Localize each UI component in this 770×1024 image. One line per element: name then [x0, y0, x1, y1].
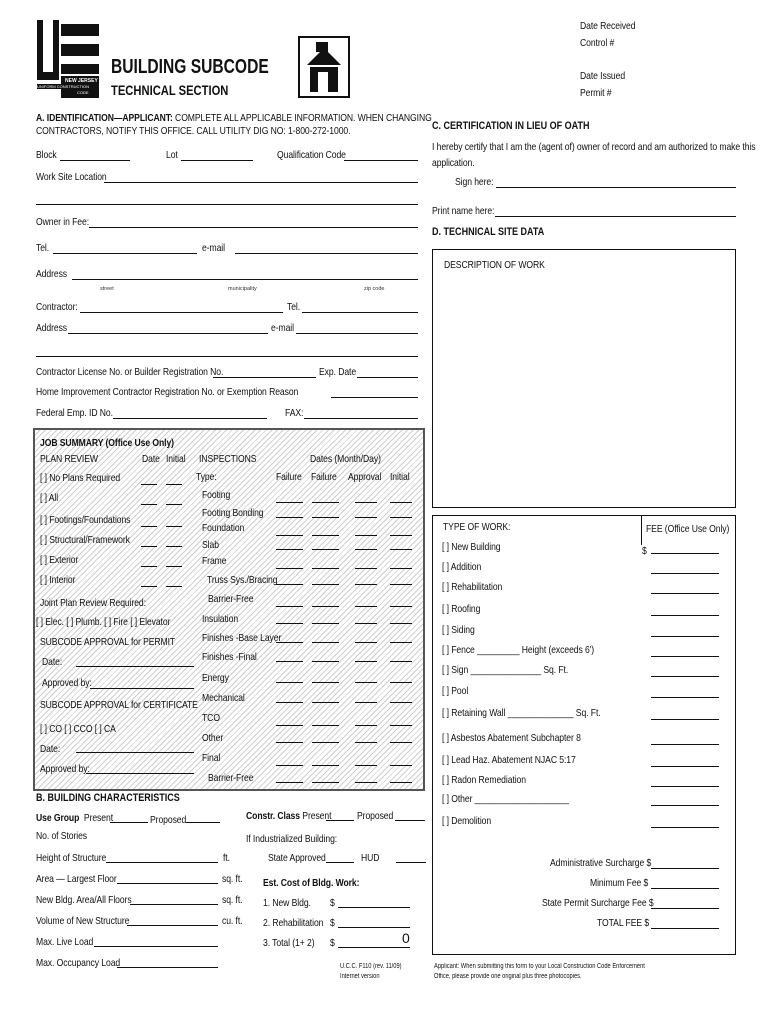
use-group-present-field[interactable] [110, 822, 148, 823]
inspection-date-field[interactable] [276, 702, 303, 703]
work-site-label: Work Site Location [36, 171, 107, 183]
contractor-label: Contractor: [36, 301, 78, 313]
inspection-date-field[interactable] [355, 549, 377, 550]
state-approved-label: State Approved [268, 852, 326, 864]
constr-class-present-label: Present [302, 810, 332, 822]
type-of-work-item[interactable]: [ ] Lead Haz. Abatement NJAC 5:17 [442, 754, 576, 766]
type-of-work-item[interactable]: [ ] New Building [442, 541, 501, 553]
plan-review-date-field[interactable] [141, 504, 157, 505]
inspection-type-item: Finishes -Base Layer [202, 632, 282, 644]
inspection-date-field[interactable] [390, 584, 412, 585]
fee-field[interactable] [651, 593, 719, 594]
use-group-label: Use Group [36, 812, 80, 824]
inspection-date-field[interactable] [390, 782, 412, 783]
municipality-hint: municipality [228, 286, 257, 292]
plan-review-date-field[interactable] [141, 484, 157, 485]
contractor-email-field[interactable] [296, 333, 418, 334]
type-of-work-item[interactable]: [ ] Addition [442, 561, 482, 573]
state-surcharge-label: State Permit Surcharge Fee $ [542, 897, 654, 909]
inspection-date-field[interactable] [390, 642, 412, 643]
tel-label: Tel. [36, 242, 50, 254]
plan-date-heading: Date [142, 453, 160, 465]
email-field[interactable] [235, 253, 418, 254]
print-name-label: Print name here: [432, 205, 495, 217]
type-of-work-item[interactable]: [ ] Roofing [442, 603, 481, 615]
inspection-date-field[interactable] [390, 682, 412, 683]
inspection-date-field[interactable] [355, 502, 377, 503]
inspection-type-item: Insulation [202, 613, 239, 625]
section-b-title: B. BUILDING CHARACTERISTICS [36, 792, 180, 804]
inspection-date-field[interactable] [390, 702, 412, 703]
plan-review-item[interactable]: [ ] Structural/Framework [40, 534, 130, 546]
inspection-type-item: TCO [202, 712, 220, 724]
fee-field[interactable] [651, 636, 719, 637]
section-a-intro-line2: CONTRACTORS, NOTIFY THIS OFFICE. CALL UTILITY DIG NO: 1-800-272-1000. [36, 125, 351, 137]
est-total-value: 0 [402, 930, 410, 946]
constr-class-label: Constr. Class [246, 810, 300, 822]
volume-unit: cu. ft. [222, 915, 243, 927]
hud-label: HUD [361, 852, 380, 864]
inspection-date-field[interactable] [312, 568, 339, 569]
joint-review-label: Joint Plan Review Required: [40, 597, 146, 609]
type-of-work-item[interactable]: [ ] Fence _________ Height (exceeds 6') [442, 644, 595, 656]
inspection-date-field[interactable] [390, 517, 412, 518]
inspection-date-field[interactable] [312, 623, 339, 624]
plan-review-date-field[interactable] [141, 546, 157, 547]
est-total-field[interactable] [338, 947, 410, 948]
inspection-date-field[interactable] [276, 606, 303, 607]
subcode-approval-certificate: SUBCODE APPROVAL for CERTIFICATE [40, 699, 198, 711]
lot-field[interactable] [181, 160, 253, 161]
constr-class-present-field[interactable] [326, 820, 354, 821]
plan-review-initial-field[interactable] [166, 546, 182, 547]
inspection-type-item: Foundation [202, 522, 245, 534]
fee-field[interactable] [651, 805, 719, 806]
license-label: Contractor License No. or Builder Registration No. [36, 366, 224, 378]
cert-date-label: Date: [40, 743, 61, 755]
inspection-date-field[interactable] [355, 661, 377, 662]
use-group-row [36, 812, 113, 824]
est-new-bldg-field[interactable] [338, 907, 410, 908]
logo-text-code: CODE [77, 90, 89, 95]
inspection-date-field[interactable] [390, 742, 412, 743]
work-site-field[interactable] [104, 182, 418, 183]
inspection-date-field[interactable] [355, 517, 377, 518]
state-approved-field[interactable] [326, 862, 354, 863]
applicant-note-line1: Applicant: When submitting this form to your Local Construction Code Enforcement [434, 963, 645, 970]
inspection-date-field[interactable] [312, 661, 339, 662]
fee-field[interactable] [651, 676, 719, 677]
inspection-type-item: Barrier-Free [208, 772, 254, 784]
inspection-date-field[interactable] [312, 725, 339, 726]
type-of-work-item[interactable]: [ ] Other ____________________ [442, 793, 569, 805]
plan-review-date-field[interactable] [141, 526, 157, 527]
qualification-code-field[interactable] [344, 160, 418, 161]
inspection-date-field[interactable] [390, 606, 412, 607]
exp-date-field[interactable] [357, 377, 418, 378]
inspection-date-field[interactable] [355, 782, 377, 783]
inspection-date-field[interactable] [355, 742, 377, 743]
inspection-date-field[interactable] [312, 584, 339, 585]
description-of-work-box[interactable] [432, 249, 736, 508]
minimum-fee-field[interactable] [651, 888, 719, 889]
section-c-title: C. CERTIFICATION IN LIEU OF OATH [432, 120, 590, 132]
plan-review-date-field[interactable] [141, 586, 157, 587]
inspection-date-field[interactable] [312, 549, 339, 550]
section-a-intro1: COMPLETE ALL APPLICABLE INFORMATION. WHEN CHANGING [175, 112, 432, 124]
area-field[interactable] [117, 883, 218, 884]
inspection-date-field[interactable] [276, 765, 303, 766]
form-subtitle: TECHNICAL SECTION [111, 82, 229, 98]
form-title: BUILDING SUBCODE [111, 56, 269, 78]
zip-hint: zip code [364, 286, 385, 292]
fee-field[interactable] [651, 719, 719, 720]
type-of-work-heading: TYPE OF WORK: [443, 521, 511, 533]
new-bldg-area-field[interactable] [130, 904, 218, 905]
state-surcharge-field[interactable] [651, 908, 719, 909]
fed-id-label: Federal Emp. ID No. [36, 407, 113, 419]
inspection-date-field[interactable] [276, 642, 303, 643]
type-of-work-item[interactable]: [ ] Pool [442, 685, 469, 697]
plan-review-initial-field[interactable] [166, 484, 182, 485]
constr-class-proposed-field[interactable] [395, 820, 425, 821]
inspection-type-item: Energy [202, 672, 229, 684]
inspection-date-field[interactable] [355, 765, 377, 766]
height-unit: ft. [223, 852, 230, 864]
plan-review-item[interactable]: [ ] Interior [40, 574, 76, 586]
est-rehab-field[interactable] [338, 927, 410, 928]
print-name-field[interactable] [495, 216, 736, 217]
new-bldg-area-label: New Bldg. Area/All Floors [36, 894, 132, 906]
applicant-note-line2: Office, please provide one original plus three photocopies. [434, 973, 582, 980]
inspection-date-field[interactable] [355, 623, 377, 624]
fee-field[interactable] [651, 766, 719, 767]
inspection-type-item: Truss Sys./Bracing [207, 574, 278, 586]
fee-dollar-first: $ [642, 545, 647, 557]
inspection-date-field[interactable] [276, 742, 303, 743]
cert-approved-by-label: Approved by: [40, 763, 90, 775]
est-total-label: 3. Total (1+ 2) [263, 937, 315, 949]
certificate-options[interactable]: [ ] CO [ ] CCO [ ] CA [40, 723, 116, 735]
fax-field[interactable] [304, 418, 418, 419]
fee-field[interactable] [651, 697, 719, 698]
fee-field[interactable] [651, 827, 719, 828]
occupancy-label: Max. Occupancy Load [36, 957, 121, 969]
fee-field[interactable] [651, 786, 719, 787]
fax-label: FAX: [285, 407, 304, 419]
use-group-proposed-label: Proposed [150, 814, 187, 826]
fee-field[interactable] [651, 573, 719, 574]
inspection-type-item: Final [202, 752, 221, 764]
permit-date-label: Date: [42, 656, 63, 668]
use-group-present-label: Present [83, 812, 114, 824]
inspection-type-item: Other [202, 732, 224, 744]
exp-date-label: Exp. Date [319, 366, 357, 378]
joint-review-options[interactable]: [ ] Elec. [ ] Plumb. [ ] Fire [ ] Elevator [36, 616, 171, 628]
height-label: Height of Structure [36, 852, 107, 864]
inspection-date-field[interactable] [276, 568, 303, 569]
inspection-date-field[interactable] [276, 682, 303, 683]
area-unit: sq. ft. [222, 873, 243, 885]
inspection-date-field[interactable] [276, 549, 303, 550]
type-of-work-item[interactable]: [ ] Rehabilitation [442, 581, 503, 593]
contractor-tel-label: Tel. [287, 301, 301, 313]
fee-field[interactable] [651, 615, 719, 616]
contractor-address-label: Address [36, 322, 68, 334]
address-field[interactable] [72, 279, 418, 280]
cert-text-line1: I hereby certify that I am the (agent of) owner of record and am authorized to make this [432, 141, 756, 153]
section-d-title: D. TECHNICAL SITE DATA [432, 226, 545, 238]
cert-text-line2: application. [432, 157, 475, 169]
failure2-heading: Failure [311, 471, 337, 483]
type-of-work-item[interactable]: [ ] Demolition [442, 815, 492, 827]
use-group-proposed-field[interactable] [186, 822, 220, 823]
occupancy-field[interactable] [117, 967, 218, 968]
plan-review-initial-field[interactable] [166, 504, 182, 505]
constr-class-row [246, 810, 331, 822]
inspection-date-field[interactable] [312, 782, 339, 783]
license-field[interactable] [213, 377, 316, 378]
contractor-tel-field[interactable] [302, 312, 418, 313]
inspection-type-item: Mechanical [202, 692, 245, 704]
section-a-title: A. IDENTIFICATION—APPLICANT: [36, 112, 173, 124]
inspection-date-field[interactable] [312, 702, 339, 703]
inspection-date-field[interactable] [390, 568, 412, 569]
inspection-date-field[interactable] [276, 661, 303, 662]
cert-approved-by-field[interactable] [86, 773, 194, 774]
dates-heading: Dates (Month/Day) [310, 453, 381, 465]
inspection-type-item: Frame [202, 555, 227, 567]
inspection-date-field[interactable] [312, 642, 339, 643]
inspection-type-item: Barrier-Free [208, 593, 254, 605]
inspection-date-field[interactable] [276, 535, 303, 536]
plan-review-initial-field[interactable] [166, 586, 182, 587]
inspection-date-field[interactable] [390, 502, 412, 503]
live-load-field[interactable] [94, 946, 218, 947]
address-label: Address [36, 268, 68, 280]
volume-label: Volume of New Structure [36, 915, 130, 927]
inspection-date-field[interactable] [312, 742, 339, 743]
est-rehab-label: 2. Rehabilitation [263, 917, 324, 929]
permit-date-field[interactable] [76, 666, 194, 667]
hic-field[interactable] [331, 397, 418, 398]
fee-divider [641, 515, 642, 545]
inspection-date-field[interactable] [355, 682, 377, 683]
lot-label: Lot [166, 149, 178, 161]
inspection-date-field[interactable] [355, 535, 377, 536]
logo-text-state: NEW JERSEY [65, 78, 98, 84]
area-label: Area — Largest Floor [36, 873, 117, 885]
initial2-heading: Initial [390, 471, 410, 483]
live-load-label: Max. Live Load [36, 936, 94, 948]
permit-approved-by-field[interactable] [90, 688, 194, 689]
est-new-bldg-label: 1. New Bldg. [263, 897, 311, 909]
house-icon [298, 36, 350, 98]
type-of-work-item[interactable]: [ ] Retaining Wall ______________ Sq. Ft. [442, 707, 601, 719]
plan-review-date-field[interactable] [141, 566, 157, 567]
fee-heading: FEE (Office Use Only) [646, 523, 730, 535]
height-field[interactable] [106, 862, 218, 863]
logo-text-ucc: UNIFORM CONSTRUCTION [37, 84, 99, 89]
date-received-label: Date Received [580, 20, 636, 32]
type-of-work-item[interactable]: [ ] Asbestos Abatement Subchapter 8 [442, 732, 581, 744]
work-site-field-2[interactable] [36, 204, 418, 205]
type-of-work-item[interactable]: [ ] Sign _______________ Sq. Ft. [442, 664, 569, 676]
plan-review-item[interactable]: [ ] Footings/Foundations [40, 514, 131, 526]
ucc-logo [37, 20, 99, 96]
plan-review-heading: PLAN REVIEW [40, 453, 98, 465]
inspection-date-field[interactable] [312, 765, 339, 766]
inspection-date-field[interactable] [355, 702, 377, 703]
owner-label: Owner in Fee: [36, 216, 90, 228]
form-number: U.C.C. F110 (rev. 11/09) [340, 963, 402, 970]
est-total-dollar: $ [330, 937, 335, 949]
est-rehab-dollar: $ [330, 917, 335, 929]
inspection-date-field[interactable] [312, 682, 339, 683]
description-of-work-label: DESCRIPTION OF WORK [444, 259, 545, 271]
plan-review-item[interactable]: [ ] All [40, 492, 59, 504]
new-bldg-area-unit: sq. ft. [222, 894, 243, 906]
control-label: Control # [580, 37, 615, 49]
plan-initial-heading: Initial [166, 453, 186, 465]
total-fee-label: TOTAL FEE $ [597, 917, 650, 929]
constr-class-proposed-label: Proposed [357, 810, 394, 822]
hic-label: Home Improvement Contractor Registration No. or Exemption Reason [36, 386, 299, 398]
inspection-date-field[interactable] [390, 725, 412, 726]
permit-label: Permit # [580, 87, 612, 99]
inspection-date-field[interactable] [312, 535, 339, 536]
inspection-date-field[interactable] [276, 584, 303, 585]
date-issued-label: Date Issued [580, 70, 626, 82]
inspection-date-field[interactable] [276, 725, 303, 726]
inspection-date-field[interactable] [355, 642, 377, 643]
inspection-date-field[interactable] [355, 568, 377, 569]
approval-heading: Approval [348, 471, 382, 483]
admin-surcharge-label: Administrative Surcharge $ [550, 857, 652, 869]
industrialized-label: If Industrialized Building: [246, 833, 338, 845]
sign-here-field[interactable] [496, 187, 736, 188]
inspection-date-field[interactable] [276, 623, 303, 624]
inspection-type-item: Footing [202, 489, 231, 501]
inspection-type-item: Finishes -Final [202, 651, 257, 663]
inspection-type-item: Slab [202, 539, 219, 551]
fed-id-field[interactable] [113, 418, 267, 419]
inspection-date-field[interactable] [312, 502, 339, 503]
hud-field[interactable] [396, 862, 426, 863]
inspection-date-field[interactable] [390, 623, 412, 624]
contractor-field[interactable] [80, 312, 283, 313]
email-label: e-mail [202, 242, 225, 254]
plan-review-initial-field[interactable] [166, 526, 182, 527]
section-a-intro-line1 [36, 112, 432, 124]
inspection-date-field[interactable] [276, 502, 303, 503]
block-label: Block [36, 149, 57, 161]
contractor-email-label: e-mail [271, 322, 294, 334]
failure1-heading: Failure [276, 471, 302, 483]
plan-review-item[interactable]: [ ] No Plans Required [40, 472, 121, 484]
inspection-date-field[interactable] [276, 517, 303, 518]
inspection-date-field[interactable] [312, 606, 339, 607]
inspection-date-field[interactable] [355, 606, 377, 607]
street-hint: street [100, 286, 114, 292]
inspections-heading: INSPECTIONS [199, 453, 257, 465]
fee-field[interactable] [651, 744, 719, 745]
stories-label: No. of Stories [36, 830, 88, 842]
cert-date-field[interactable] [76, 752, 194, 753]
fee-field[interactable] [651, 553, 719, 554]
tel-field[interactable] [53, 253, 197, 254]
type-heading: Type: [196, 471, 217, 483]
inspection-date-field[interactable] [390, 549, 412, 550]
permit-approved-by-label: Approved by: [42, 677, 92, 689]
est-cost-heading: Est. Cost of Bldg. Work: [263, 877, 360, 889]
est-new-bldg-dollar: $ [330, 897, 335, 909]
minimum-fee-label: Minimum Fee $ [590, 877, 649, 889]
subcode-approval-permit: SUBCODE APPROVAL for PERMIT [40, 636, 176, 648]
inspection-date-field[interactable] [390, 765, 412, 766]
inspection-date-field[interactable] [312, 517, 339, 518]
inspection-date-field[interactable] [276, 782, 303, 783]
owner-field[interactable] [89, 227, 418, 228]
block-field[interactable] [60, 160, 130, 161]
inspection-date-field[interactable] [390, 535, 412, 536]
inspection-date-field[interactable] [355, 725, 377, 726]
inspection-date-field[interactable] [355, 584, 377, 585]
plan-review-item[interactable]: [ ] Exterior [40, 554, 79, 566]
job-summary-title: JOB SUMMARY (Office Use Only) [40, 437, 174, 449]
volume-field[interactable] [127, 925, 218, 926]
total-fee-field[interactable] [651, 928, 719, 929]
type-of-work-item[interactable]: [ ] Siding [442, 624, 475, 636]
qualification-code-label: Qualification Code [277, 149, 346, 161]
plan-review-initial-field[interactable] [166, 566, 182, 567]
inspection-date-field[interactable] [390, 661, 412, 662]
type-of-work-item[interactable]: [ ] Radon Remediation [442, 774, 526, 786]
sign-here-label: Sign here: [455, 176, 494, 188]
contractor-address-field[interactable] [68, 333, 268, 334]
contractor-address-field-2[interactable] [36, 356, 418, 357]
admin-surcharge-field[interactable] [651, 868, 719, 869]
fee-field[interactable] [651, 656, 719, 657]
inspection-type-item: Footing Bonding [202, 507, 264, 519]
form-version: Internet version [340, 973, 380, 980]
